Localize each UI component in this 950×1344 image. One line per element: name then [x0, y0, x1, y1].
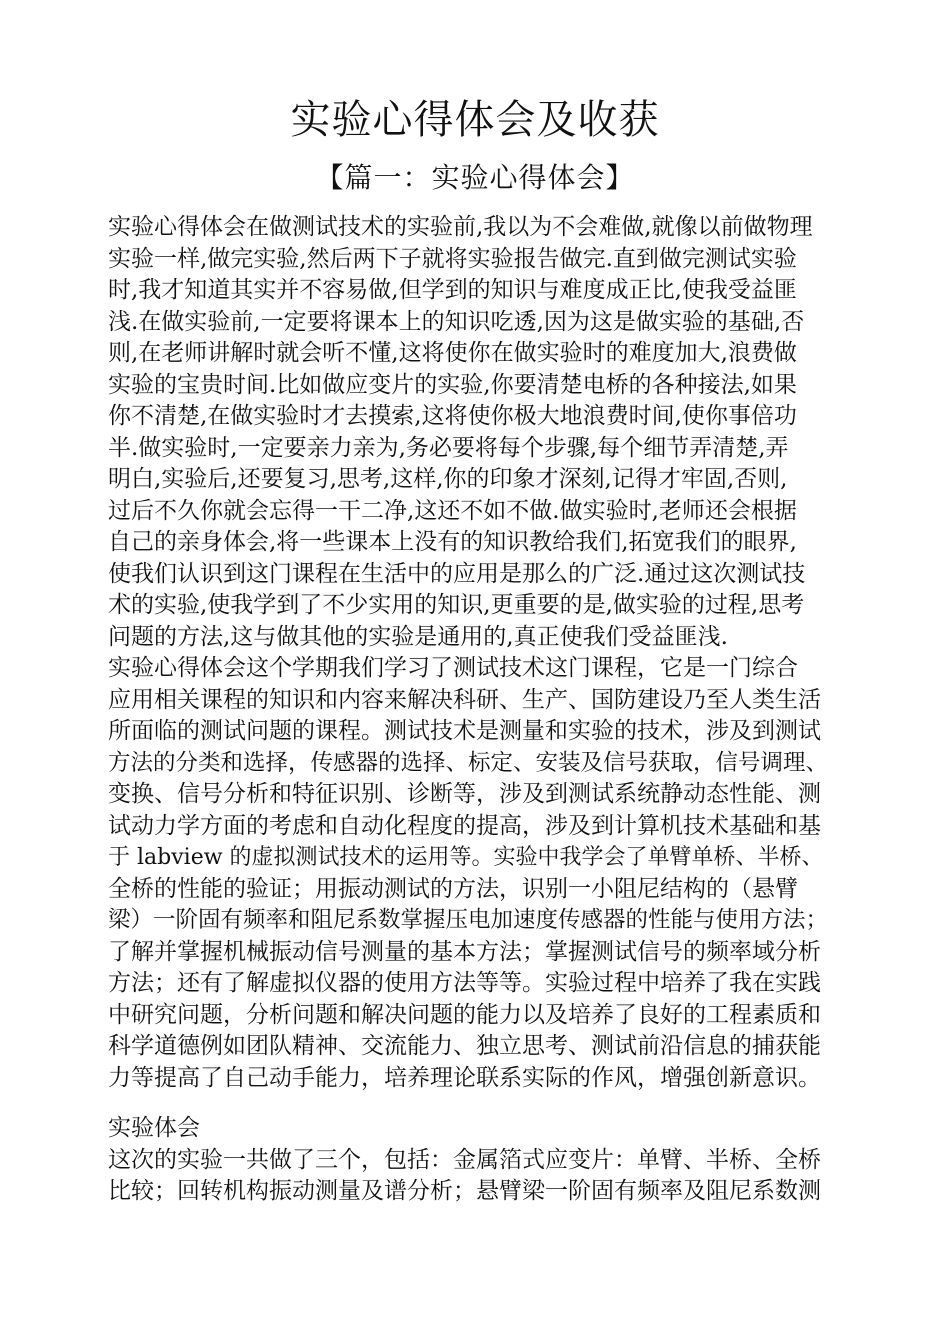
body-line: 你不清楚,在做实验时才去摸索,这将使你极大地浪费时间,使你事倍功 — [108, 403, 797, 429]
body-line: 方法；还有了解虚拟仪器的使用方法等等。实验过程中培养了我在实践 — [108, 970, 821, 996]
body-line: 则,在老师讲解时就会听不懂,这将使你在做实验时的难度加大,浪费做 — [108, 340, 797, 366]
body-line: 明白,实验后,还要复习,思考,这样,你的印象才深刻,记得才牢固,否则, — [108, 466, 788, 492]
body-line: 全桥的性能的验证；用振动测试的方法，识别一小阻尼结构的（悬臂 — [108, 875, 798, 902]
body-line: 过后不久你就会忘得一干二净,这还不如不做.做实验时,老师还会根据 — [108, 497, 797, 524]
body-line: 实验的宝贵时间.比如做应变片的实验,你要清楚电桥的各种接法,如果 — [108, 371, 797, 398]
body-line: 实验一样,做完实验,然后两下子就将实验报告做完.直到做完测试实验 — [108, 245, 797, 272]
body-line: 术的实验,使我学到了不少实用的知识,更重要的是,做实验的过程,思考 — [108, 592, 805, 618]
body-line: 变换、信号分析和特征识别、诊断等，涉及到测试系统静动态性能、测 — [108, 781, 821, 807]
body-line: 试动力学方面的考虑和自动化程度的提高，涉及到计算机技术基础和基 — [108, 812, 821, 839]
body-line: 浅.在做实验前,一定要将课本上的知识吃透,因为这是做实验的基础,否 — [108, 308, 805, 335]
body-line: 这次的实验一共做了三个，包括：金属箔式应变片：单臂、半桥、全桥 — [108, 1146, 821, 1173]
document-body — [108, 212, 838, 1208]
body-line: 问题的方法,这与做其他的实验是通用的,真正使我们受益匪浅. — [108, 623, 728, 650]
body-line: 实验心得体会这个学期我们学习了测试技术这门课程，它是一门综合 — [108, 655, 798, 681]
body-line: 中研究问题，分析问题和解决问题的能力以及培养了良好的工程素质和 — [108, 1001, 821, 1028]
document-subtitle: 【篇一：实验心得体会】 — [315, 161, 635, 194]
paragraph-gap — [108, 1094, 838, 1113]
body-line: 比较；回转机构振动测量及谱分析；悬臂梁一阶固有频率及阻尼系数测 — [108, 1178, 821, 1204]
document-title: 实验心得体会及收获 — [290, 97, 660, 143]
body-line: 了解并掌握机械振动信号测量的基本方法；掌握测试信号的频率域分析 — [108, 938, 821, 965]
body-line: 半.做实验时,一定要亲力亲为,务必要将每个步骤,每个细节弄清楚,弄 — [108, 434, 789, 461]
body-line: 自己的亲身体会,将一些课本上没有的知识教给我们,拓宽我们的眼界, — [108, 529, 797, 555]
section-heading: 实验体会 — [108, 1115, 200, 1141]
body-line: 科学道德例如团队精神、交流能力、独立思考、测试前沿信息的捕获能 — [108, 1033, 821, 1059]
body-line: 使我们认识到这门课程在生活中的应用是那么的广泛.通过这次测试技 — [108, 560, 806, 587]
body-line: 方法的分类和选择，传感器的选择、标定、安装及信号获取，信号调理、 — [108, 749, 829, 776]
body-line: 时,我才知道其实并不容易做,但学到的知识与难度成正比,使我受益匪 — [108, 277, 797, 303]
body-line: 梁）一阶固有频率和阻尼系数掌握压电加速度传感器的性能与使用方法； — [108, 907, 829, 933]
body-line: 于 labview 的虚拟测试技术的运用等。实验中我学会了单臂单桥、半桥、 — [108, 845, 824, 870]
body-line: 应用相关课程的知识和内容来解决科研、生产、国防建设乃至人类生活 — [108, 686, 821, 713]
body-line: 力等提高了自己动手能力，培养理论联系实际的作风，增强创新意识。 — [108, 1064, 821, 1091]
body-line: 实验心得体会在做测试技术的实验前,我以为不会难做,就像以前做物理 — [108, 214, 813, 240]
body-line: 所面临的测试问题的课程。测试技术是测量和实验的技术，涉及到测试 — [108, 718, 821, 744]
